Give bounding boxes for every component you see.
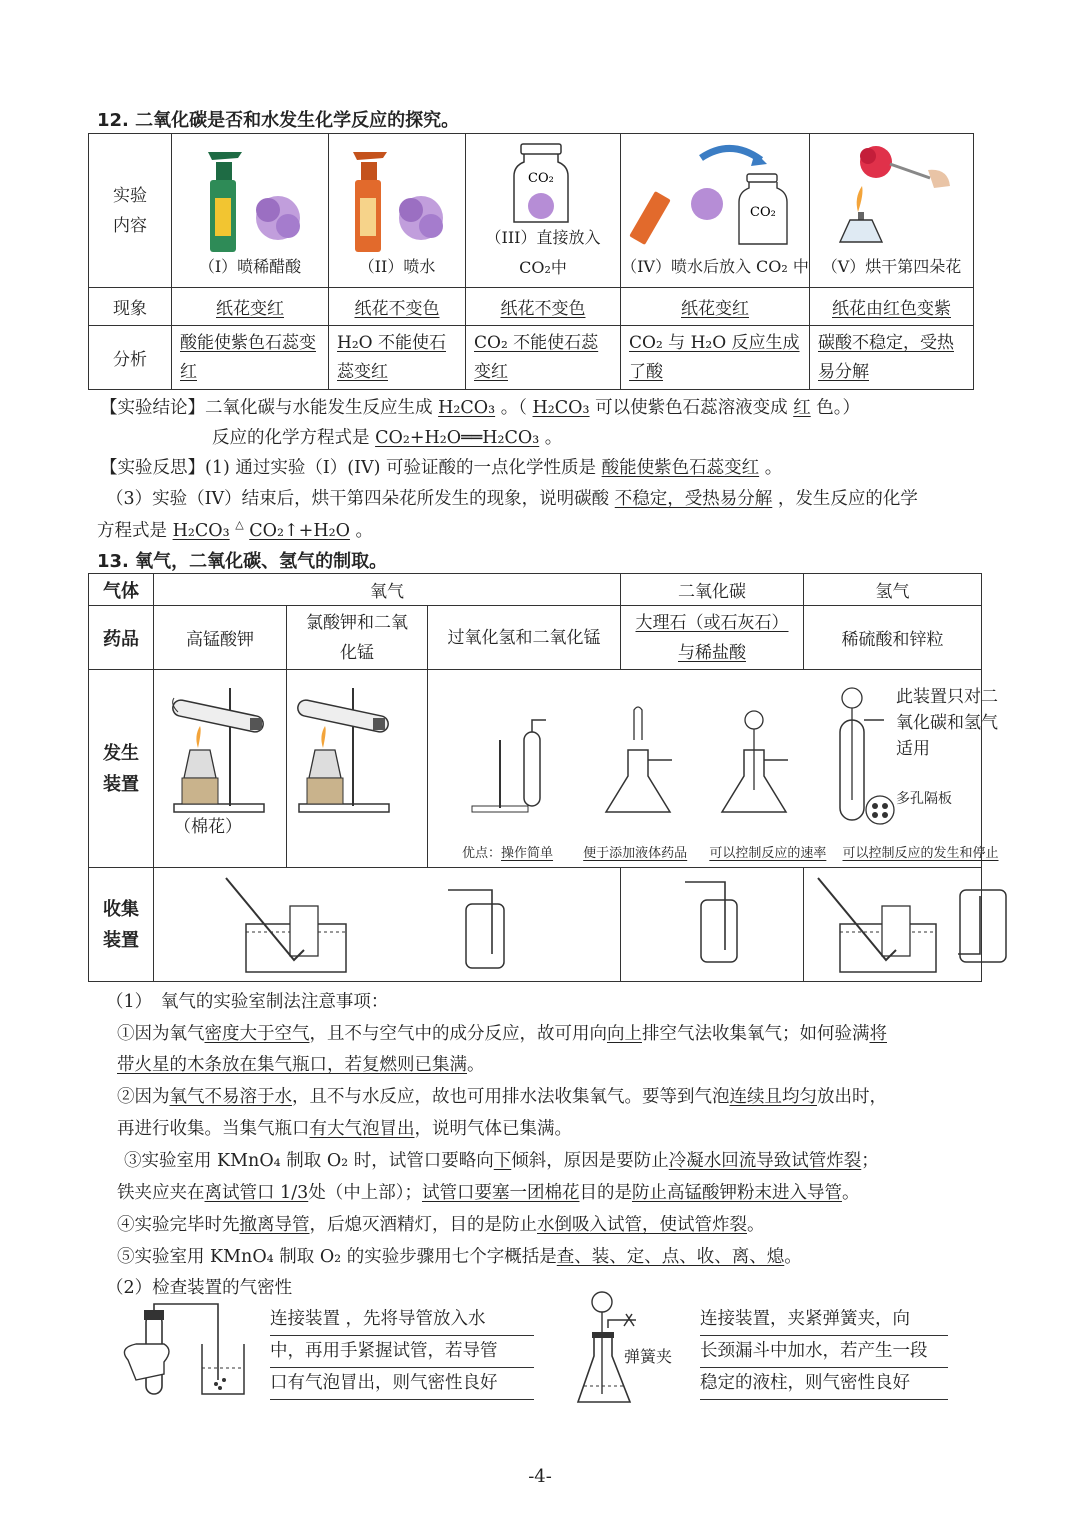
reflection-text-3b: ，发生反应的化学 (777, 489, 918, 509)
collect-o2 (154, 868, 621, 982)
n-text: 再进行收集。当集气瓶口 (117, 1119, 310, 1139)
conclusion-answer-1: H₂CO₃ (438, 398, 496, 418)
spray-bottle-vinegar-icon (172, 146, 328, 266)
drug-h2o2: 过氧化氢和二氧化锰 (428, 606, 621, 670)
collect-h2 (804, 868, 982, 982)
n-text: ，且不与空气中的成分反应，故可用向 (309, 1024, 607, 1044)
adv-3: 可以控制反应的速率 (709, 846, 827, 861)
conclusion-text-3: 可以使紫色石蕊溶液变成 (595, 398, 788, 418)
co2-jar-icon (466, 142, 620, 232)
note-line-1 (117, 1020, 887, 1045)
gas-prep-table (88, 573, 999, 982)
n-ans: 向上 (607, 1024, 642, 1044)
notes-2-title: （2）检查装置的气密性 (106, 1278, 293, 1298)
n-text: ①因为氧气 (117, 1024, 205, 1044)
phenomenon-2: 纸花不变色 (354, 299, 440, 319)
exp-cell-5 (810, 134, 974, 288)
spray-bottle-water-icon (329, 146, 465, 266)
note-line-4 (117, 1115, 572, 1140)
hand-tube-beaker-icon (108, 1300, 268, 1410)
n-ans: 撤离导管 (239, 1215, 310, 1235)
drug-kmno4: 高锰酸钾 (154, 606, 287, 670)
n-text: ； (861, 1151, 879, 1171)
n-text: 铁夹应夹在 (117, 1183, 205, 1203)
water-displacement-and-upward-icon (154, 870, 568, 980)
n-text: ，说明气体已集满。 (414, 1119, 572, 1139)
n-text: 。 (467, 1055, 485, 1075)
jar-label: CO₂ (528, 171, 554, 186)
n-text: 。 (784, 1247, 802, 1267)
right-line-1: 连接装置，夹紧弹簧夹，向 (700, 1304, 948, 1336)
generator-kclo3 (287, 670, 428, 868)
solid-heating-apparatus-icon (154, 678, 286, 828)
left-line-2: 中，再用手紧握试管，若导管 (270, 1336, 534, 1368)
spring-clamp-label: 弹簧夹 (624, 1347, 673, 1366)
equation-answer: CO₂+H₂O══H₂CO₃ (375, 428, 540, 448)
reflection-end-1: 。 (764, 458, 783, 478)
drug-kclo3: 氯酸钾和二氧化锰 (287, 606, 428, 670)
note-line-6 (117, 1179, 859, 1204)
n-ans: 下 (493, 1151, 512, 1171)
airtight-right-text (700, 1304, 948, 1400)
left-line-3: 口有气泡冒出，则气密性良好 (270, 1368, 534, 1400)
reflection-answer-1: 酸能使紫色石蕊变红 (601, 458, 760, 478)
n-ans: 试管口要塞一团棉花 (421, 1183, 580, 1203)
generator-kmno4 (154, 670, 287, 868)
n-ans: 查、装、定、点、收、离、熄 (556, 1247, 785, 1267)
row-label-generator: 发生 装置 (89, 670, 154, 868)
note-line-2 (117, 1051, 485, 1076)
n-text: ②因为 (117, 1087, 170, 1107)
conclusion-text-4: 色。） (816, 398, 861, 418)
n-text: 。 (747, 1215, 765, 1235)
analysis-3: CO₂ 不能使石蕊变红 (474, 332, 599, 382)
n-ans: 将 (869, 1024, 887, 1044)
row-label-content: 实验 内容 (89, 134, 172, 288)
drug-co2: 大理石（或石灰石）与稀盐酸 (635, 612, 789, 663)
reflection-text-3: （3）实验（IV）结束后，烘干第四朵花所发生的现象，说明碳酸 (106, 489, 610, 509)
generator-liquid-solid (428, 670, 999, 868)
adv-2: 便于添加液体药品 (583, 846, 688, 861)
n-ans: 离试管口 1/3 (204, 1183, 309, 1203)
exp-cell-4 (621, 134, 810, 288)
n-text: 放出时， (817, 1087, 887, 1107)
n-text: 目的是 (579, 1183, 632, 1203)
reflection-eq-left: H₂CO₃ (172, 521, 230, 541)
equation-end: 。 (544, 428, 563, 448)
row-label-drugs: 药品 (89, 606, 154, 670)
collect-co2 (621, 868, 804, 982)
note-line-7 (117, 1211, 765, 1236)
n-text: ，后熄灭酒精灯，目的是防止 (309, 1215, 537, 1235)
right-line-2: 长颈漏斗中加水，若产生一段 (700, 1336, 948, 1368)
reflection-line-1 (100, 454, 782, 479)
n-ans: 有大气泡冒出 (309, 1119, 415, 1139)
reflection-line-3 (106, 485, 918, 510)
phenomenon-5: 纸花由红色变紫 (832, 299, 951, 319)
page-number: -4- (528, 1466, 552, 1487)
analysis-4: CO₂ 与 H₂O 反应生成了酸 (629, 332, 800, 382)
exp-caption-3: （III）直接放入CO₂中 (485, 228, 601, 277)
solid-heating-apparatus-2-icon (287, 678, 399, 828)
exp-caption-4: （IV）喷水后放入 CO₂ 中 (621, 257, 809, 276)
left-line-1: 连接装置 ，先将导管放入水 (270, 1304, 534, 1336)
equation-label: 反应的化学方程式是 (212, 428, 370, 448)
header-h2: 氢气 (804, 574, 982, 606)
conclusion-answer-2: H₂CO₃ (532, 398, 590, 418)
heat-symbol: △ (235, 518, 244, 531)
exp-cell-3 (466, 134, 621, 288)
conclusion-answer-3: 红 (793, 398, 811, 418)
row-label-phenomenon: 现象 (89, 288, 172, 326)
n-ans: 防止高锰酸钾粉末进入导管 (631, 1183, 842, 1203)
adv-4: 可以控制反应的发生和停止 (842, 846, 999, 861)
phenomenon-1: 纸花变红 (216, 299, 284, 319)
spray-then-jar-icon (621, 140, 809, 255)
reflection-eq-right: CO₂↑+H₂O (249, 521, 350, 541)
n-text: ⑤实验室用 KMnO₄ 制取 O₂ 的实验步骤用七个字概括是 (117, 1247, 557, 1267)
conclusion-text-2: 。（ (500, 398, 527, 418)
n-text: ④实验完毕时先 (117, 1215, 240, 1235)
section-12-title: 12. 二氧化碳是否和水发生化学反应的探究。 (97, 110, 460, 131)
note-line-5 (124, 1147, 879, 1172)
exp-caption-5: （V）烘干第四朵花 (821, 257, 962, 276)
alcohol-lamp-flower-icon (810, 142, 974, 252)
water-and-downward-displacement-icon (804, 870, 1030, 980)
header-gas: 气体 (89, 574, 154, 606)
advantages-row (462, 842, 999, 861)
reflection-text-1: 【实验反思】(1) 通过实验（I）(IV) 可验证酸的一点化学性质是 (100, 458, 597, 478)
n-ans: 水倒吸入试管，使试管炸裂 (537, 1215, 747, 1235)
exp-cell-2 (329, 134, 466, 288)
n-text: ③实验室用 KMnO₄ 制取 O₂ 时，试管口要略向 (124, 1151, 494, 1171)
n-text: 排空气法收集氧气；如何验满 (642, 1024, 870, 1044)
row-label-collect: 收集 装置 (89, 868, 154, 982)
n-text: ，且不与水反应，故也可用排水法收集氧气。要等到气泡 (292, 1087, 730, 1107)
header-co2: 二氧化碳 (621, 574, 804, 606)
n-text: 倾斜，原因是要防止 (511, 1151, 669, 1171)
exp-caption-1: （I）喷稀醋酸 (198, 257, 302, 276)
cotton-label: （棉花） (174, 817, 242, 837)
conclusion-line-2 (212, 424, 562, 449)
porous-plate-label: 多孔隔板 (896, 791, 952, 807)
drug-h2: 稀硫酸和锌粒 (804, 606, 982, 670)
row-label-analysis: 分析 (89, 326, 172, 390)
n-ans: 氧气不易溶于水 (169, 1087, 292, 1107)
conclusion-line-1 (100, 394, 860, 419)
n-ans: 连续且均匀 (729, 1087, 817, 1107)
notes-1-title: （1） 氧气的实验室制法注意事项： (106, 992, 389, 1012)
reflection-eq-end: 。 (355, 521, 374, 541)
reflection-line-3-equation (97, 517, 373, 542)
reflection-answer-3: 不稳定，受热易分解 (614, 489, 773, 509)
experiment-table-12 (88, 133, 974, 390)
adv-prefix: 优点： (462, 846, 502, 861)
exp-caption-2: （II）喷水 (358, 257, 436, 276)
n-text: 处（中上部）； (308, 1183, 422, 1203)
conclusion-text: 【实验结论】二氧化碳与水能发生反应生成 (100, 398, 433, 418)
section-13-title: 13. 氧气，二氧化碳、氢气的制取。 (97, 551, 388, 572)
n-ans: 冷凝水回流导致试管炸裂 (668, 1151, 862, 1171)
note-line-8 (117, 1243, 802, 1268)
reflection-eq-label: 方程式是 (97, 521, 167, 541)
exp-cell-1 (172, 134, 329, 288)
right-line-3: 稳定的液柱，则气密性良好 (700, 1368, 948, 1400)
phenomenon-3: 纸花不变色 (500, 299, 586, 319)
analysis-5: 碳酸不稳定，受热易分解 (818, 332, 954, 382)
n-text: 。 (841, 1183, 860, 1203)
n-ans: 密度大于空气 (204, 1024, 310, 1044)
jar-label-2: CO₂ (750, 205, 776, 220)
header-o2: 氧气 (154, 574, 621, 606)
apparatus-note: 此装置只对二氧化碳和氢气适用 (896, 687, 998, 759)
adv-1: 操作简单 (501, 846, 554, 861)
analysis-2: H₂O 不能使石蕊变红 (337, 332, 446, 382)
airtight-left-text (270, 1304, 534, 1400)
phenomenon-4: 纸花变红 (681, 299, 749, 319)
note-line-3 (117, 1083, 887, 1108)
analysis-1: 酸能使紫色石蕊变红 (180, 332, 316, 382)
upward-air-displacement-icon (621, 870, 803, 980)
n-ans: 带火星的木条放在集气瓶口，若复燃则已集满 (117, 1055, 467, 1075)
